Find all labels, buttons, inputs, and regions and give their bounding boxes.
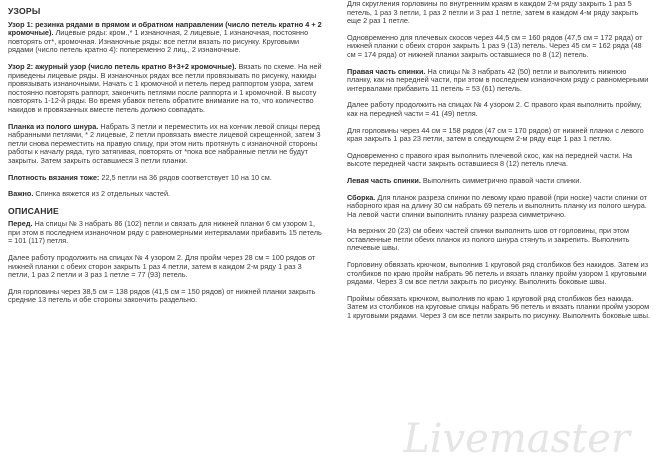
pattern-1-title: Узор 1: резинка рядами в прямом и обратном направлении (число петель кратно 4 + 2 кромочные).: [8, 19, 322, 38]
important-title: Важно.: [8, 189, 34, 199]
left-back-text: Выполнить симметрично правой части спинки.: [420, 175, 582, 185]
left-column: [8, 0, 324, 313]
heading-description: ОПИСАНИЕ: [8, 205, 59, 216]
gauge-paragraph: [8, 174, 324, 183]
cord-placket-title: Планка из полого шнура.: [8, 121, 99, 131]
armhole-paragraph: Далее работу продолжить на спицах № 4 узором 2. Для пройм через 28 см = 100 рядов от нижней планки с обеих сторон закрыть 1 раз 4 петли, затем в каждом 2-м ряду 1 раз 3 петли, 1 раз 2 петли и 3 раз 1 петле = 77 (93) петель.: [8, 253, 316, 280]
left-back-title: Левая часть спинки.: [347, 175, 421, 185]
assembly-text: Для планок разреза спинки по левому краю правой (при носке) части спинки от наборного края на длину 30 см набрать 69 петель и выполнить планку из полого шнура. На левой части спинки выполнить планку разреза симметрично.: [347, 192, 647, 219]
gauge-title: Плотность вязания тоже:: [8, 172, 100, 182]
back-neckline-paragraph: Для горловины через 44 см = 158 рядов (47 см = 170 рядов) от нижней планки с левого края закрыть 1 раз 23 петли, затем в следующем 2-м ряду еще 1 раз 1 петлю.: [347, 125, 644, 144]
important-paragraph: [8, 190, 324, 199]
neckline-paragraph: Для горловины через 38,5 см = 138 рядов (41,5 см = 150 рядов) от нижней планки закрыть средние 13 петель и обе стороны закончить раздельно.: [8, 286, 316, 305]
important-text: Спинка вяжется из 2 отдельных частей.: [33, 189, 171, 199]
pattern-1-text: Лицевые ряды: кром.,* 1 изнаночная, 2 лицевые, 1 изнаночная, постоянно повторять от*, кромочная. Изнаночные ряды: все петли вязать по рисунку. Круговыми рядами (число петель кратно 4): попеременно 2 лиц., 2 изнаночные.: [8, 28, 309, 55]
right-back-title: Правая часть спинки.: [347, 66, 426, 76]
back-shoulder-paragraph: Одновременно с правого края выполнить плечевой скос, как на передней части. На высоте передней части закрыть оставшиеся 8 (12) петель плеча.: [347, 150, 633, 169]
pattern-2-title: Узор 2: ажурный узор (число петель кратно 8+3+2 кромочные).: [8, 61, 237, 71]
right-back-paragraph: [347, 68, 652, 94]
gauge-text: 22,5 петли на 36 рядов соответствует 10 на 10 см.: [99, 172, 272, 182]
heading-patterns: УЗОРЫ: [8, 6, 41, 16]
right-back-continue-paragraph: Далее работу продолжить на спицах № 4 узором 2. С правого края выполнить пройму, как на передней части = 41 (49) петля.: [347, 100, 642, 118]
right-back-text: На спицы № 3 набрать 42 (50) петли и выполнить нижнюю планку, как на передней части, при этом в последнем изнаночном ряду с равномерными интервалами прибавить 11 петель = 53 (61) петель.: [347, 66, 649, 93]
left-back-paragraph: [347, 177, 652, 186]
assembly-title: Сборка.: [347, 192, 376, 202]
pattern-1-paragraph: [8, 21, 324, 55]
watermark-logo: Livemaster: [403, 416, 630, 462]
seam-paragraph: На верхних 20 (23) см обеих частей спинки выполнить шов от горловины, при этом оставленные петли обеих планок из полого шнура стянуть и закрепить. Выполнить плечевые швы.: [347, 226, 630, 253]
pattern-2-text: Вязать по схеме. На ней приведены лицевые ряды. В изнаночных рядах все петли провязывать по рисунку, накиды провязывать изнаночными. Начать с 1 кромочной и петель перед раппортом узора, затем постоянно повторять раппорт, закончить петлями после раппорта и 1 кромочной. В высоту повторять 1-12-й ряды. Во время убавок петель обратите внимание на то, что количество накидов и провязанных вместе петель должно совпадать.: [8, 61, 322, 114]
pattern-2-paragraph: [8, 63, 324, 115]
neck-edging-paragraph: Горловину обвязать крючком, выполнив 1 круговой ряд столбиков без накидов. Затем из столбиков по краю пройм набрать 96 петель и вязать планку пройм узором 1 круговыми рядами. Через 3 см все петли закрыть по рисунку. Выполнить боковые швы.: [347, 260, 649, 287]
assembly-paragraph: [347, 194, 652, 220]
cord-placket-paragraph: [8, 123, 324, 166]
cord-placket-text: Набрать 3 петли и переместить их на кончик левой спицы перед набранными петлями, * 2 лицевые, 2 петли провязать вместе лицевой скрещенной, затем 3 петли снова переместить на правую спицу, при этом нить протянуть с изнаночной стороны работы к началу ряда, туго затягивая, повторять от *пока все набранные петли не будут закрыты. Затем закрыть оставшиеся 3 петли планки.: [8, 121, 321, 165]
front-paragraph: [8, 220, 324, 246]
shoulder-paragraph: Одновременно для плечевых скосов через 44,5 см = 160 рядов (47,5 см = 172 ряда) от нижней планки с обеих сторон закрыть 1 раз 9 (13) петель. Через 45 см = 162 ряда (48 см = 174 ряда) от нижней планки закрыть оставшиеся по 8 (12) петель.: [347, 32, 643, 59]
front-title: Перед.: [8, 219, 33, 229]
right-column: [347, 0, 652, 329]
neck-rounding-paragraph: Для скругления горловины по внутренним краям в каждом 2-м ряду закрыть 1 раз 5 петель, 1 раз 3 петли, 1 раз 2 петли и 3 раз 1 петле, затем в каждом 4-м ряду закрыть еще 2 раз 1 петле.: [347, 0, 639, 26]
front-text: На спицы № 3 набрать 86 (102) петли и связать для нижней планки 6 см узором 1, при этом в последнем изнаночном ряду с равномерными интервалами прибавить 15 петель = 101 (117) петля.: [8, 219, 322, 246]
armhole-edging-paragraph: Проймы обвязать крючком, выполнив по краю 1 круговой ряд столбиков без накида. Затем из столбиков на круговые спицы набрать 96 петель и вязать планки пройм узором 1 круговыми рядами. Через 3 см все петли закрыть по рисунку. Выполнить боковые швы.: [347, 293, 651, 321]
